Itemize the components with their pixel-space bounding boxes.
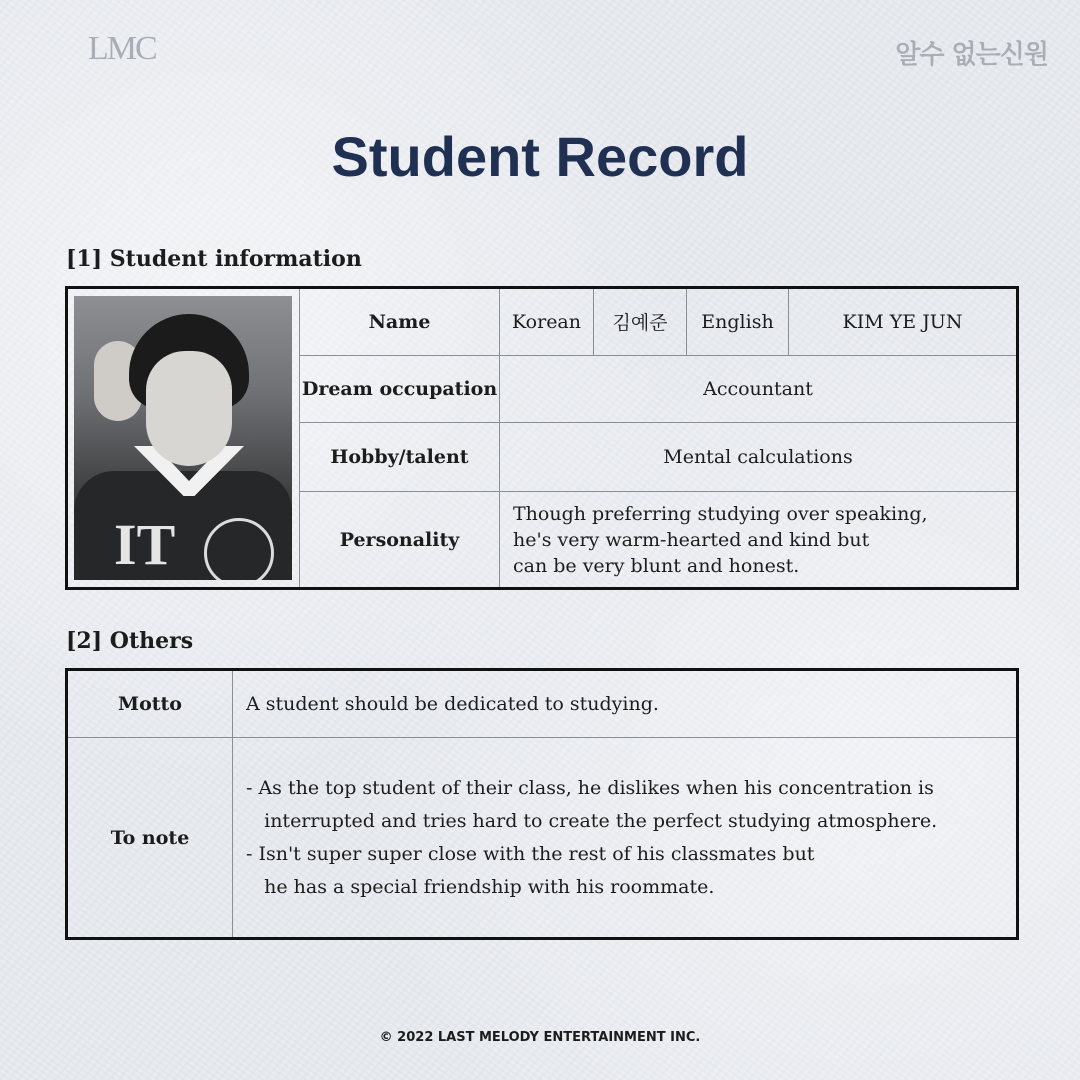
student-photo-cell (67, 288, 300, 589)
motto-label: Motto (67, 670, 233, 738)
hobby-label: Hobby/talent (300, 423, 500, 492)
personality-value: Though preferring studying over speaking, he's very warm-hearted and kind but can be very blunt and honest. (500, 492, 1018, 589)
name-row (67, 288, 1018, 356)
english-label: English (687, 288, 789, 356)
motto-value: A student should be dedicated to studying. (233, 670, 1018, 738)
personality-label: Personality (300, 492, 500, 589)
series-logo: 알수 없는신원 (895, 40, 1048, 70)
page-title: Student Record (331, 125, 749, 188)
others-table (65, 668, 1019, 940)
name-label: Name (300, 288, 500, 356)
section-heading-student-info: [1] Student information (66, 246, 362, 272)
copyright-footer: © 2022 LAST MELODY ENTERTAINMENT INC. (379, 1030, 701, 1045)
section-heading-others: [2] Others (66, 628, 194, 654)
korean-label: Korean (500, 288, 594, 356)
student-info-table (65, 286, 1019, 590)
motto-row (67, 670, 1018, 738)
note-value: - As the top student of their class, he dislikes when his concentration is interrupted and tries hard to create the perfect studying atmosphere. - Isn't super super close with the rest of his classmates but he has a special friendship with his roommate. (233, 738, 1018, 939)
korean-name: 김예준 (594, 288, 687, 356)
note-label: To note (67, 738, 233, 939)
english-name: KIM YE JUN (789, 288, 1018, 356)
hobby-value: Mental calculations (500, 423, 1018, 492)
dream-occupation-label: Dream occupation (300, 355, 500, 423)
dream-occupation-value: Accountant (500, 355, 1018, 423)
student-photo: IT (74, 296, 292, 580)
note-row (67, 738, 1018, 939)
brand-logo: LMC (88, 30, 156, 67)
